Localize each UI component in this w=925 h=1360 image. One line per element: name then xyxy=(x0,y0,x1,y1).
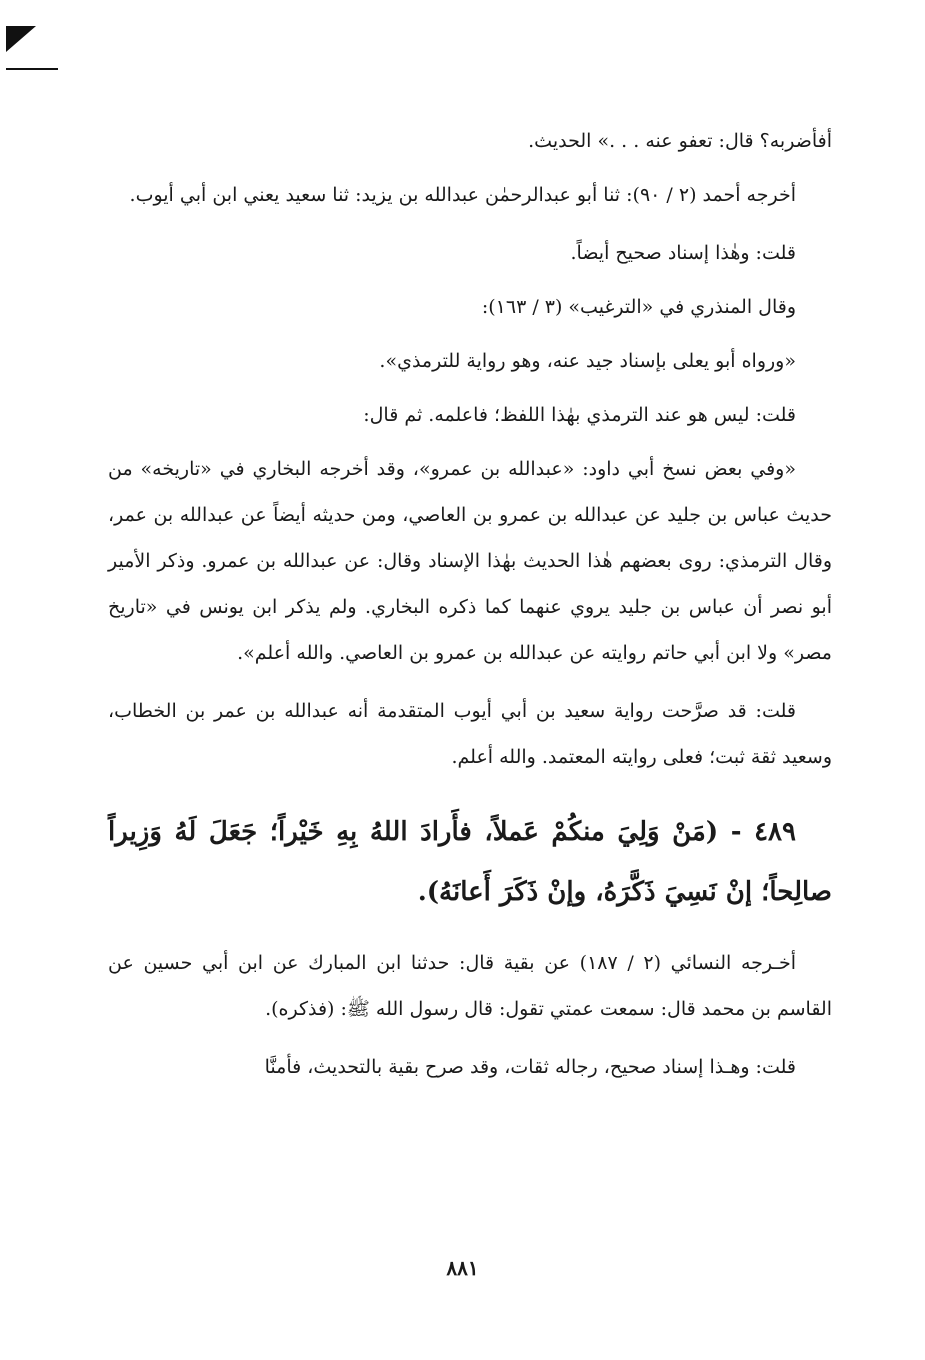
page-number: ٨٨١ xyxy=(446,1256,479,1280)
corner-crop-mark xyxy=(6,26,36,52)
paragraph-3: قلت: وهٰذا إسناد صحيح أيضاً. xyxy=(570,242,796,264)
page-body xyxy=(108,118,832,1102)
hadith-heading: ٤٨٩ - (مَنْ وَلِيَ منكُمْ عَملاً، فأَرادَ اللهُ بِهِ خَيْراً؛ جَعَلَ لَهُ وَزِيراً صالِحاً؛ إنْ نَسِيَ ذَكَّرَهُ، وإنْ ذَكَرَ أَعانَهُ). xyxy=(108,817,832,907)
paragraph-4: وقال المنذري في «الترغيب» (٣ / ١٦٣): xyxy=(481,296,796,318)
paragraph-10: قلت: وهـذا إسناد صحيح، رجاله ثقات، وقد صرح بقية بالتحديث، فأمنَّا xyxy=(264,1056,796,1078)
paragraph-5: «ورواه أبو يعلى بإسناد جيد عنه، وهو رواية للترمذي». xyxy=(379,350,796,372)
corner-rule-line xyxy=(6,68,58,70)
paragraph-1: أفأضربه؟ قال: تعفو عنه . . .» الحديث. xyxy=(528,130,832,152)
paragraph-8: قلت: قد صرَّحت رواية سعيد بن أبي أيوب المتقدمة أنه عبدالله بن عمر بن الخطاب، وسعيد ثقة ثبت؛ فعلى روايته المعتمد. والله أعلم. xyxy=(108,700,832,768)
paragraph-9: أخـرجه النسائي (٢ / ١٨٧) عن بقية قال: حدثنا ابن المبارك عن ابن أبي حسين عن القاسم بن محمد قال: سمعت عمتي تقول: قال رسول الله ﷺ: (فذكره). xyxy=(108,952,832,1020)
paragraph-7: «وفي بعض نسخ أبي داود: «عبدالله بن عمرو»، وقد أخرجه البخاري في «تاريخه» من حديث عباس بن جليد عن عبدالله بن عمرو بن العاصي، ومن حديثه أيضاً عن عبدالله بن عمر، وقال الترمذي: روى بعضهم هٰذا الحديث بهٰذا الإسناد وقال: عن عبدالله بن عمرو. وذكر الأمير أبو نصر أن عباس بن جليد يروي عنهما كما ذكره البخاري. ولم يذكر ابن يونس في «تاريخ مصر» ولا ابن أبي حاتم روايته عن عبدالله بن عمرو بن العاصي. والله أعلم». xyxy=(108,458,832,664)
paragraph-2: أخرجه أحمد (٢ / ٩٠): ثنا أبو عبدالرحمٰن عبدالله بن يزيد: ثنا سعيد يعني ابن أبي أيوب. xyxy=(129,184,796,206)
paragraph-6: قلت: ليس هو عند الترمذي بهٰذا اللفظ؛ فاعلمه. ثم قال: xyxy=(363,404,796,426)
